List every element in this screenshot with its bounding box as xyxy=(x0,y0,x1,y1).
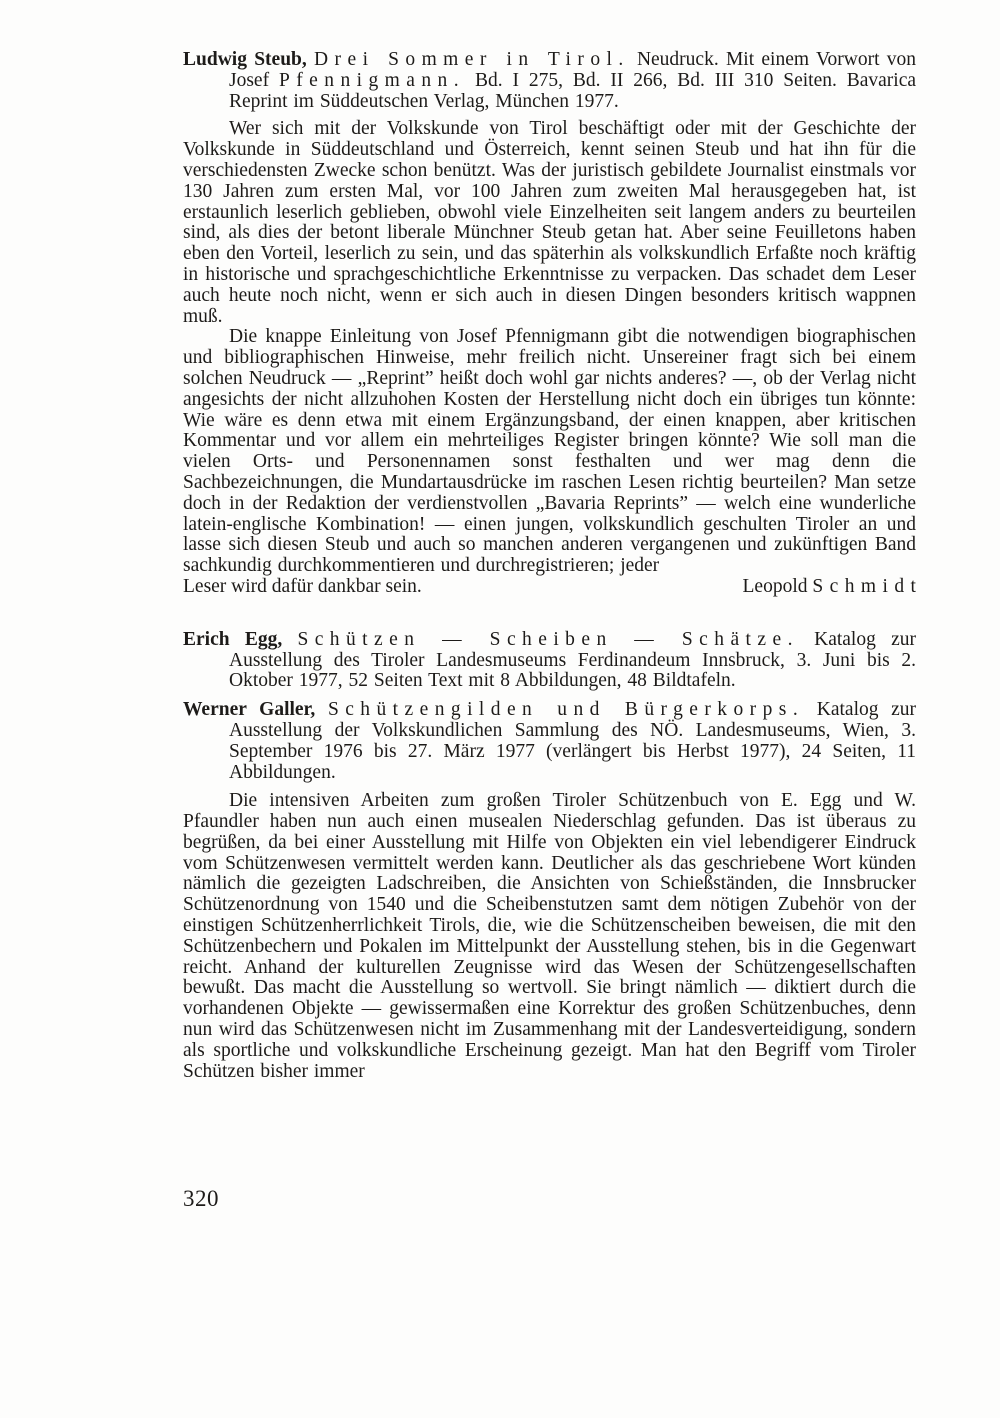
book-title-galler: Schützengilden und Bürgerkorps. xyxy=(327,699,805,721)
bib-text-steub-tail: Bd. I 275, Bd. II 266, Bd. III 310 Seiten. Bavarica Reprint im Süddeutschen Verlag, München 1977. xyxy=(229,69,917,112)
author-name-steub: Ludwig Steub, xyxy=(183,49,307,70)
bib-text-galler-tail: Katalog zur Ausstellung der Volkskundlichen Sammlung des NÖ. Landesmuseums, Wien, 3. September 1976 bis 27. März 1977 (verlängert bis Herbst 1977), 24 Seiten, 11 Abbildungen. xyxy=(229,699,917,783)
review-closing-line xyxy=(183,575,923,598)
bib-text-steub-mid: Neudruck. Mit einem Vorwort von Josef xyxy=(229,49,917,91)
book-title-egg: Schützen — Scheiben — Schätze. xyxy=(297,628,799,650)
text-column xyxy=(183,49,923,1082)
closing-sentence: Leser wird dafür dankbar sein. xyxy=(183,575,422,597)
bib-text-egg-tail: Katalog zur Ausstellung des Tiroler Landesmuseums Ferdinandeum Innsbruck, 3. Juni bis 2. Oktober 1977, 52 Seiten Text mit 8 Abbildungen, 48 Bildtafeln. xyxy=(229,628,916,692)
review-schuetzen-paragraph-1: Die intensiven Arbeiten zum großen Tiroler Schützenbuch von E. Egg und W. Pfaundler haben nun auch einen musealen Niederschlag gefunden. Das ist überaus zu begrüßen, da bei einer Ausstellung mit Hilfe von Objekten ein viel lebendigerer Eindruck vom Schützenwesen vermittelt werden kann. Deutlicher als das geschriebene Wort künden nämlich die gezeigten Ladschreiben, die Ansichten von Schießständen, die Innsbrucker Schützenordnung von 1540 und die Scheibenstutzen samt dem nötigen Zubehör von der einstigen Schützenherrlichkeit Tirols, die, wie die Schützenscheiben beweisen, die mit den Schützenbechern und Pokalen im Mittelpunkt der Ausstellung stehen, bis in die Gegenwart reicht. Anhand der kulturellen Zeugnisse wird das Wesen der Schützengesellschaften bewußt. Das macht die Ausstellung so wertvoll. Sie bringt nämlich — diktiert durch die vorhandenen Objekte — gewissermaßen eine Korrektur des großen Schützenbuches, denn nun wird das Schützenwesen nicht im Zusammenhang mit der Landesverteidigung, sondern als sportliche und volkskundliche Erscheinung gezeigt. Man hat den Begriff vom Tiroler Schützen bisher immer xyxy=(183,790,916,1082)
review-steub-paragraph-1: Wer sich mit der Volkskunde von Tirol beschäftigt oder mit der Geschichte der Volkskunde in Süddeutschland und Österreich, kennt seinen Steub und hat ihn für die verschiedensten Zwecke schon benützt. Was der juristisch gebildete Journalist einstmals vor 130 Jahren zum ersten Mal, vor 100 Jahren zum zweiten Mal herausgegeben hat, ist erstaunlich leserlich geblieben, obwohl viele Einzelheiten seit langem anders zu beurteilen sind, als dies der betont liberale Münchner Steub getan hat. Aber seine Feuilletons haben eben den Vorteil, leserlich zu sein, und das späterhin als volkskundlich Erfaßte noch kräftig in historische und sprachgeschichtliche Erkenntnisse zu verpacken. Das schadet dem Leser auch heute noch nicht, wenn er sich auch in diesen Dingen besonders kritisch wappnen muß. xyxy=(183,118,916,327)
reviewer-last-name: Schmidt xyxy=(812,575,923,597)
reviewer-signature xyxy=(742,575,923,598)
author-name-galler: Werner Galler, xyxy=(183,699,316,721)
book-title-steub: Drei Sommer in Tirol. xyxy=(314,49,630,70)
bibliography-entry-galler xyxy=(183,700,916,783)
editor-name-pfennigmann: Pfennigmann. xyxy=(278,69,466,91)
bibliography-entry-egg xyxy=(183,630,916,692)
bibliography-entry-steub xyxy=(183,50,916,112)
author-name-egg: Erich Egg, xyxy=(183,628,283,650)
page-number: 320 xyxy=(183,1186,219,1211)
review-steub-paragraph-2: Die knappe Einleitung von Josef Pfennigmann gibt die notwendigen biographischen und bibliographischen Hinweise, mehr freilich nicht. Unsereiner fragt sich bei einem solchen Neudruck — „Reprint” heißt doch wohl gar nichts anderes? —, ob der Verlag nicht angesichts der nicht allzuhohen Kosten der Herstellung nicht doch ein übriges tun könnte: Wie wäre es denn etwa mit einem Ergänzungsband, der einen knappen, aber kritischen Kommentar und vor allem ein mehrteiliges Register bringen könnte? Wie soll man die vielen Orts- und Personennamen sonst festhalten und wer mag denn die Sachbezeichnungen, die Mundartausdrücke im raschen Lesen richtig beurteilen? Man setze doch in der Redaktion der verdienstvollen „Bavaria Reprints” — welch eine wunderliche latein-englische Kombination! — einen jungen, volkskundlich geschulten Tiroler an und lasse sich diesen Steub und auch so manchen anderen vergangenen und zukünftigen Band sachkundig durchkommentieren und durchregistrieren; jeder xyxy=(183,326,916,577)
reviewer-first-name: Leopold xyxy=(742,575,808,597)
